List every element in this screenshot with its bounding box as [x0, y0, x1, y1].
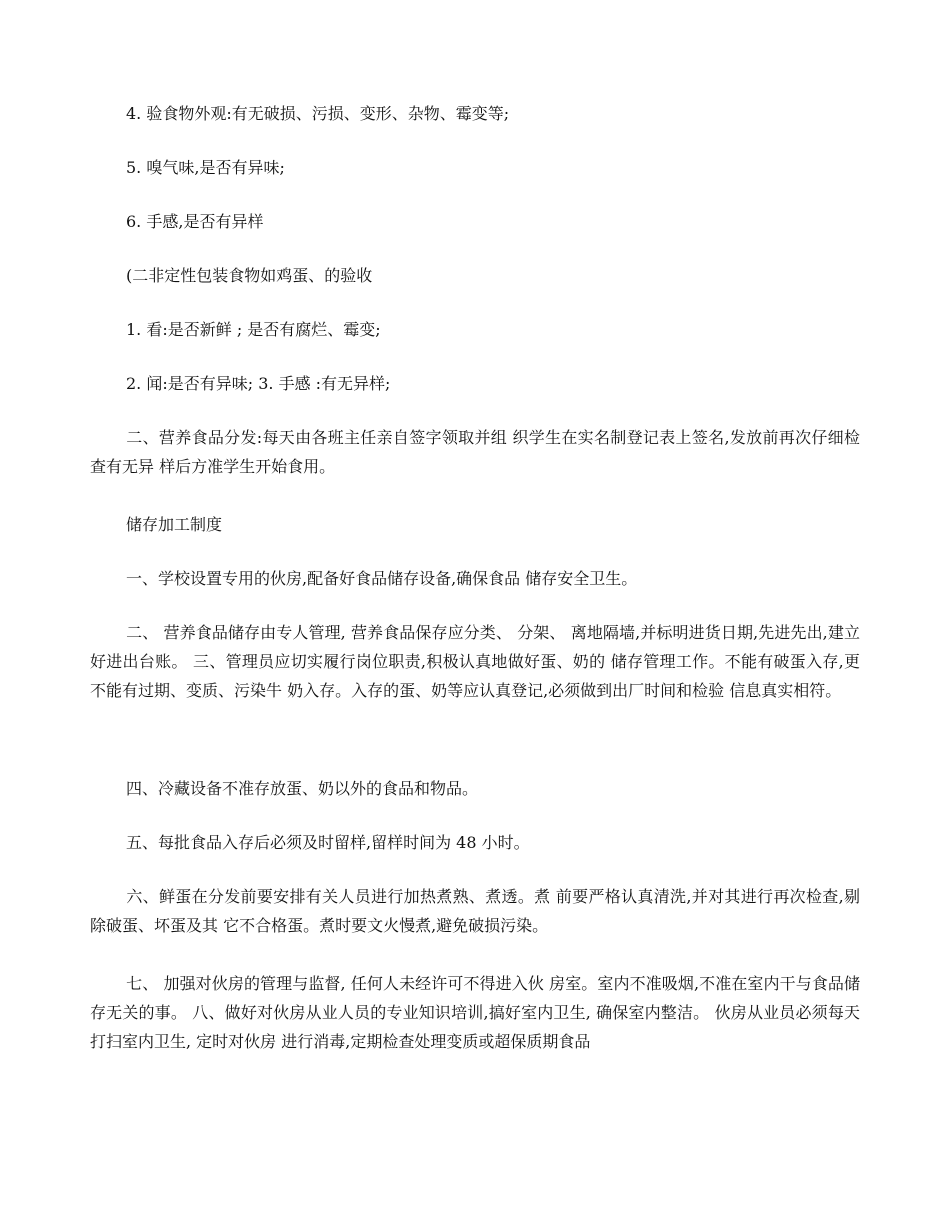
paragraph-text: 4. 验食物外观:有无破损、污损、变形、杂物、霉变等;: [126, 104, 510, 123]
paragraph-heading-storage: [90, 510, 860, 539]
paragraph-distribution: [90, 423, 860, 481]
paragraph-text: 七、 加强对伙房的管理与监督, 任何人未经许可不得进入伙 房室。室内不准吸烟,不准在室内干与食品储存无关的事。 八、做好对伙房从业人员的专业知识培训,搞好室内卫生, 确保室内整洁。 伙房从业员必须每天打扫室内卫生, 定时对伙房 进行消毒,定期检查处理变质或超保质期食品: [90, 974, 860, 1051]
paragraph-text: 储存加工制度: [126, 515, 223, 534]
paragraph-storage-7-8: [90, 969, 860, 1056]
paragraph-text: 二、 营养食品储存由专人管理, 营养食品保存应分类、 分架、 离地隔墙,并标明进货日期,先进先出,建立好进出台账。 三、管理员应切实履行岗位职责,积极认真地做好蛋、奶的 储存管理工作。不能有破蛋入存,更不能有过期、变质、污染牛 奶入存。入存的蛋、奶等应认真登记,必须做到出厂时间和检验 信息真实相符。: [90, 623, 860, 700]
paragraph-text: 二、营养食品分发:每天由各班主任亲自签字领取并组 织学生在实名制登记表上签名,发放前再次仔细检查有无异 样后方准学生开始食用。: [90, 428, 860, 476]
paragraph-text: 六、鲜蛋在分发前要安排有关人员进行加热煮熟、煮透。煮 前要严格认真清洗,并对其进行再次检查,剔除破蛋、坏蛋及其 它不合格蛋。煮时要文火慢煮,避免破损污染。: [90, 887, 860, 935]
paragraph-storage-6: [90, 882, 860, 940]
paragraph-storage-1: [90, 564, 860, 593]
paragraph-item-6-touch: [90, 207, 860, 236]
paragraph-storage-5: [90, 828, 860, 857]
paragraph-section-non-packaged: [90, 261, 860, 290]
paragraph-text: 一、学校设置专用的伙房,配备好食品储存设备,确保食品 储存安全卫生。: [126, 569, 638, 588]
paragraph-text: 1. 看:是否新鲜 ; 是否有腐烂、霉变;: [126, 320, 381, 339]
paragraph-storage-2-3: [90, 618, 860, 705]
paragraph-storage-4: [90, 774, 860, 803]
paragraph-item-2-smell-touch: [90, 369, 860, 398]
paragraph-item-1-look: [90, 315, 860, 344]
paragraph-text: 五、每批食品入存后必须及时留样,留样时间为 48 小时。: [126, 833, 530, 852]
paragraph-text: 6. 手感,是否有异样: [126, 212, 264, 231]
paragraph-item-5-smell: [90, 153, 860, 182]
paragraph-text: 四、冷藏设备不准存放蛋、奶以外的食品和物品。: [126, 779, 479, 798]
paragraph-text: 2. 闻:是否有异味; 3. 手感 :有无异样;: [126, 374, 391, 393]
paragraph-text: 5. 嗅气味,是否有异味;: [126, 158, 285, 177]
paragraph-text: (二非定性包装食物如鸡蛋、的验收: [126, 266, 373, 285]
paragraph-item-4-appearance: [90, 99, 860, 128]
